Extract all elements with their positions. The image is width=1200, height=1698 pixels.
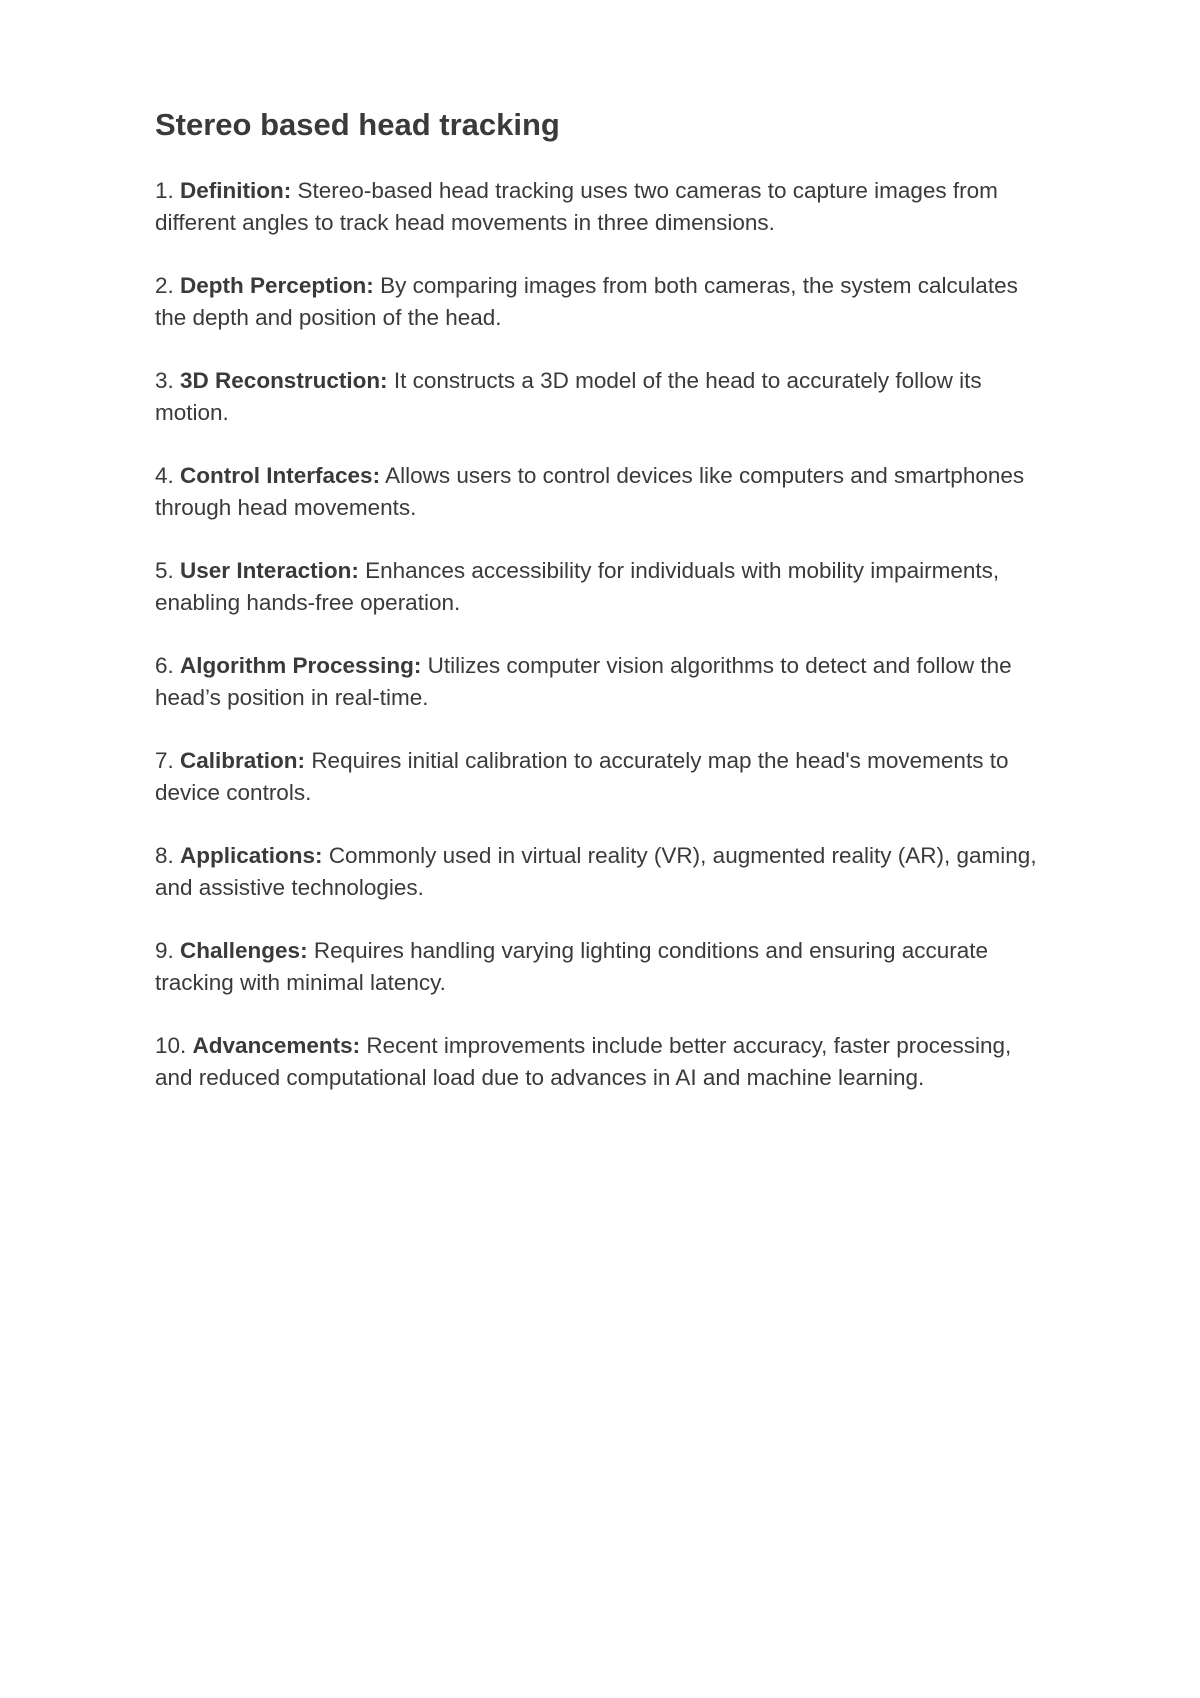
item-text: Utilizes computer vision algorithms to detect and follow the head’s position in real-time. — [155, 653, 1012, 711]
item-number: 6. — [155, 653, 174, 679]
list-item — [155, 365, 1055, 429]
item-text: Requires initial calibration to accurately map the head's movements to device controls. — [155, 748, 1009, 806]
item-text: It constructs a 3D model of the head to accurately follow its motion. — [155, 368, 982, 426]
item-text: Recent improvements include better accuracy, faster processing, and reduced computational load due to advances in AI and machine learning. — [155, 1033, 1012, 1091]
item-number: 3. — [155, 368, 174, 394]
list-item — [155, 175, 1055, 239]
item-label: 3D Reconstruction: — [180, 368, 388, 394]
item-number: 5. — [155, 558, 174, 584]
list-item — [155, 650, 1055, 714]
item-text: Commonly used in virtual reality (VR), augmented reality (AR), gaming, and assistive technologies. — [155, 843, 1037, 901]
list-item — [155, 840, 1055, 904]
item-label: Algorithm Processing: — [180, 653, 422, 679]
list-item — [155, 745, 1055, 809]
item-text: By comparing images from both cameras, the system calculates the depth and position of the head. — [155, 273, 1018, 331]
item-text: Enhances accessibility for individuals with mobility impairments, enabling hands-free operation. — [155, 558, 1000, 616]
list-item — [155, 270, 1055, 334]
list-item — [155, 1030, 1055, 1094]
item-label: Control Interfaces: — [180, 463, 381, 489]
item-label: Applications: — [180, 843, 323, 869]
item-number: 1. — [155, 178, 174, 204]
item-number: 9. — [155, 938, 174, 964]
list-item — [155, 555, 1055, 619]
item-number: 10. — [155, 1033, 187, 1059]
item-number: 4. — [155, 463, 174, 489]
item-label: Depth Perception: — [180, 273, 374, 299]
item-label: Advancements: — [192, 1033, 361, 1059]
document-title: Stereo based head tracking — [155, 107, 560, 142]
item-number: 2. — [155, 273, 174, 299]
item-number: 8. — [155, 843, 174, 869]
item-text: Requires handling varying lighting conditions and ensuring accurate tracking with minimal latency. — [155, 938, 989, 996]
item-text: Stereo-based head tracking uses two cameras to capture images from different angles to track head movements in three dimensions. — [155, 178, 998, 236]
item-label: User Interaction: — [180, 558, 359, 584]
document-page — [155, 105, 1055, 1125]
item-number: 7. — [155, 748, 174, 774]
list-item — [155, 460, 1055, 524]
item-text: Allows users to control devices like computers and smartphones through head movements. — [155, 463, 1025, 521]
list-item — [155, 935, 1055, 999]
item-label: Definition: — [180, 178, 292, 204]
item-label: Challenges: — [180, 938, 308, 964]
item-label: Calibration: — [180, 748, 306, 774]
numbered-list — [155, 175, 1055, 1094]
